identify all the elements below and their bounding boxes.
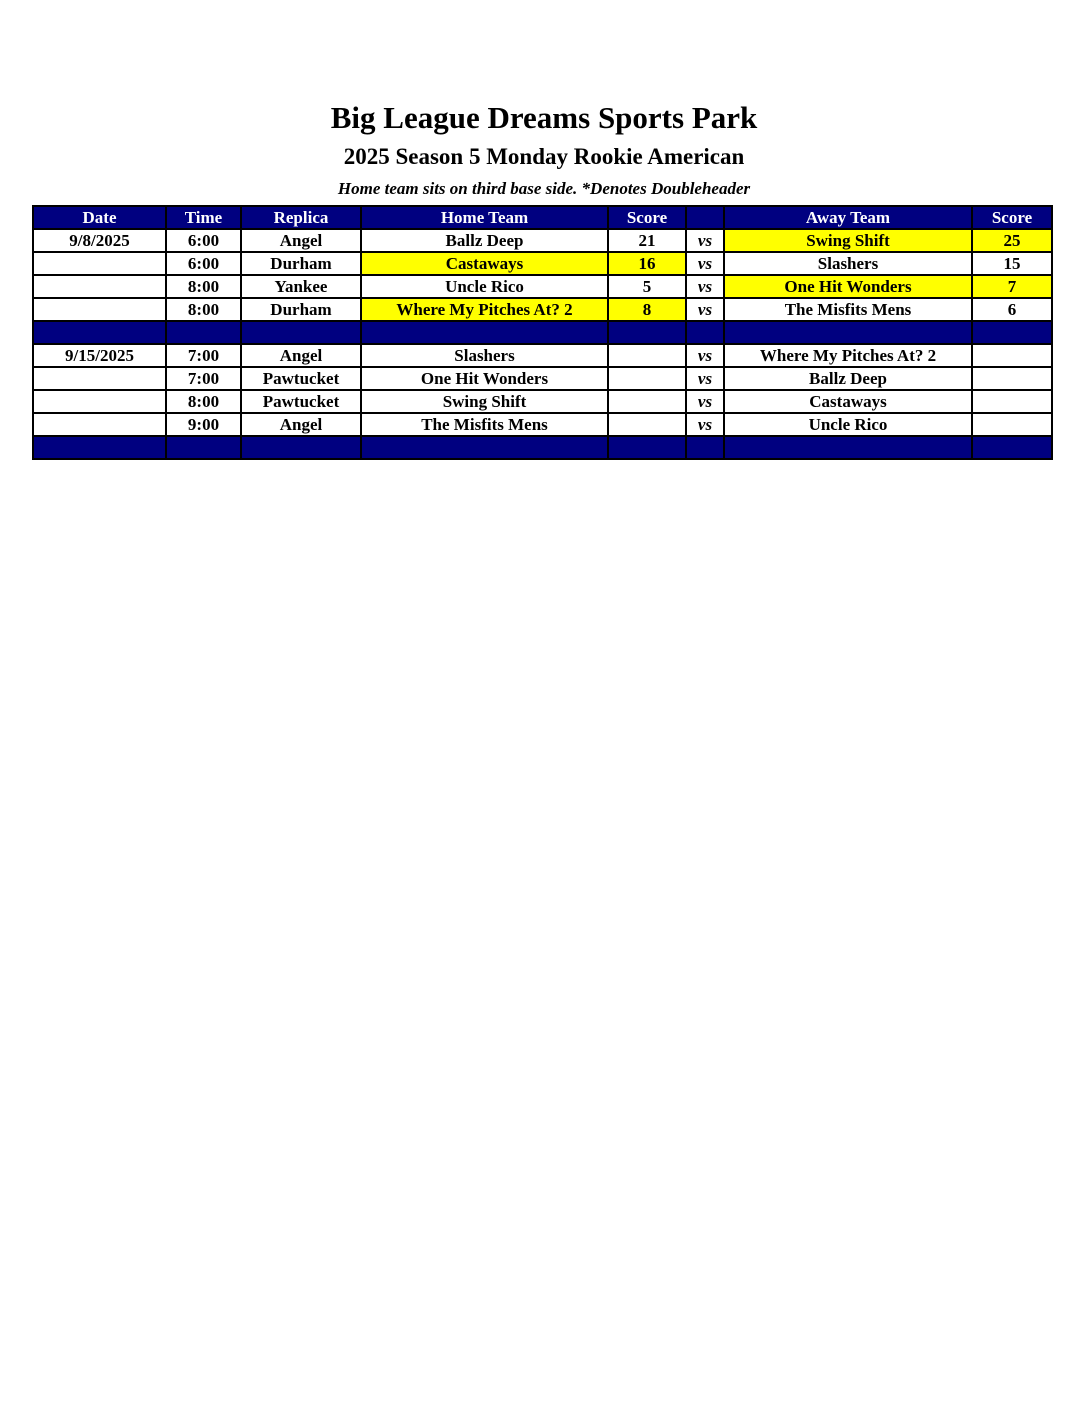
cell-home-score <box>608 344 686 367</box>
cell-home-team: Where My Pitches At? 2 <box>361 298 608 321</box>
table-row <box>33 390 1052 413</box>
column-header-away-team: Away Team <box>724 206 972 229</box>
cell-date <box>33 298 166 321</box>
cell-away-team: Castaways <box>724 390 972 413</box>
cell-away-score: 7 <box>972 275 1052 298</box>
cell-vs: vs <box>686 298 724 321</box>
cell-away-score <box>972 344 1052 367</box>
cell-away-team: Ballz Deep <box>724 367 972 390</box>
cell-away-team: One Hit Wonders <box>724 275 972 298</box>
schedule-table <box>32 205 1053 460</box>
column-header-replica: Replica <box>241 206 361 229</box>
cell-date: 9/15/2025 <box>33 344 166 367</box>
cell-replica: Angel <box>241 344 361 367</box>
cell-date <box>33 413 166 436</box>
cell-replica: Angel <box>241 413 361 436</box>
cell-away-score: 15 <box>972 252 1052 275</box>
schedule-note: Home team sits on third base side. *Denotes Doubleheader <box>337 179 751 198</box>
table-row <box>33 252 1052 275</box>
week-separator-row <box>33 436 1052 459</box>
cell-away-score <box>972 413 1052 436</box>
cell-vs: vs <box>686 367 724 390</box>
cell-home-score: 5 <box>608 275 686 298</box>
cell-vs: vs <box>686 252 724 275</box>
column-header-time: Time <box>166 206 241 229</box>
cell-vs: vs <box>686 344 724 367</box>
cell-time: 6:00 <box>166 229 241 252</box>
cell-replica: Durham <box>241 298 361 321</box>
table-row <box>33 344 1052 367</box>
column-header-away-score: Score <box>972 206 1052 229</box>
table-row <box>33 275 1052 298</box>
table-row <box>33 229 1052 252</box>
cell-home-team: The Misfits Mens <box>361 413 608 436</box>
cell-home-team: One Hit Wonders <box>361 367 608 390</box>
cell-home-score: 8 <box>608 298 686 321</box>
cell-away-team: The Misfits Mens <box>724 298 972 321</box>
cell-home-team: Ballz Deep <box>361 229 608 252</box>
cell-home-score <box>608 413 686 436</box>
cell-away-team: Uncle Rico <box>724 413 972 436</box>
cell-time: 8:00 <box>166 298 241 321</box>
page-subtitle: 2025 Season 5 Monday Rookie American <box>343 144 745 169</box>
cell-time: 8:00 <box>166 275 241 298</box>
cell-time: 7:00 <box>166 344 241 367</box>
cell-away-score <box>972 390 1052 413</box>
table-row <box>33 298 1052 321</box>
column-header-home-team: Home Team <box>361 206 608 229</box>
cell-away-team: Slashers <box>724 252 972 275</box>
table-header-row <box>33 206 1052 229</box>
cell-away-team: Where My Pitches At? 2 <box>724 344 972 367</box>
table-row <box>33 367 1052 390</box>
cell-vs: vs <box>686 390 724 413</box>
table-row <box>33 413 1052 436</box>
cell-home-score <box>608 367 686 390</box>
cell-time: 6:00 <box>166 252 241 275</box>
cell-date <box>33 275 166 298</box>
cell-away-team: Swing Shift <box>724 229 972 252</box>
week-separator-row <box>33 321 1052 344</box>
page-title: Big League Dreams Sports Park <box>330 100 758 135</box>
cell-vs: vs <box>686 275 724 298</box>
cell-replica: Yankee <box>241 275 361 298</box>
cell-away-score: 25 <box>972 229 1052 252</box>
cell-vs: vs <box>686 229 724 252</box>
cell-replica: Pawtucket <box>241 390 361 413</box>
column-header-home-score: Score <box>608 206 686 229</box>
cell-time: 7:00 <box>166 367 241 390</box>
cell-away-score: 6 <box>972 298 1052 321</box>
cell-home-score: 16 <box>608 252 686 275</box>
cell-replica: Durham <box>241 252 361 275</box>
cell-time: 8:00 <box>166 390 241 413</box>
cell-home-score <box>608 390 686 413</box>
cell-away-score <box>972 367 1052 390</box>
cell-time: 9:00 <box>166 413 241 436</box>
cell-vs: vs <box>686 413 724 436</box>
column-header-date: Date <box>33 206 166 229</box>
cell-home-team: Swing Shift <box>361 390 608 413</box>
cell-replica: Pawtucket <box>241 367 361 390</box>
column-header-vs <box>686 206 724 229</box>
cell-date <box>33 367 166 390</box>
cell-date: 9/8/2025 <box>33 229 166 252</box>
cell-home-score: 21 <box>608 229 686 252</box>
cell-home-team: Uncle Rico <box>361 275 608 298</box>
cell-date <box>33 390 166 413</box>
cell-replica: Angel <box>241 229 361 252</box>
cell-home-team: Castaways <box>361 252 608 275</box>
cell-home-team: Slashers <box>361 344 608 367</box>
cell-date <box>33 252 166 275</box>
